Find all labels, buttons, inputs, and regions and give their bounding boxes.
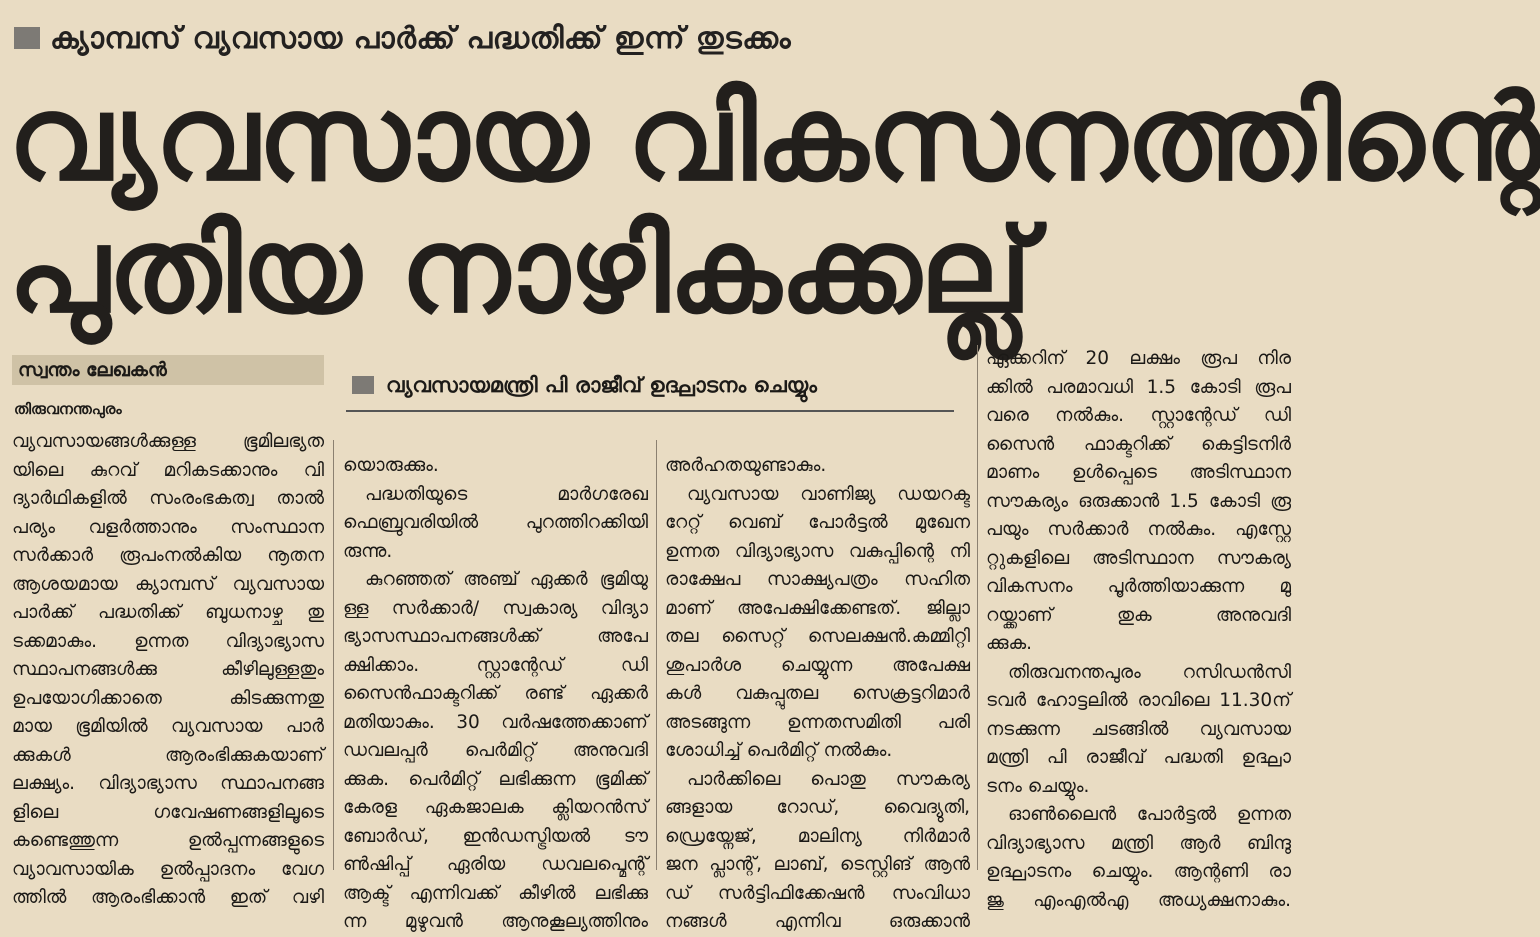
subhead-text: വ്യവസായമന്ത്രി പി രാജീവ് ഉദ്ഘാടനം ചെയ്യും bbox=[386, 372, 817, 397]
text-line: പാർക്കിലെ പൊതു സൗകര്യ bbox=[687, 768, 970, 790]
text-line: റയ്ക്കാണ് തുക അനുവദി bbox=[986, 604, 1291, 626]
text-line: സൈൻ ഫാക്ടറിക്ക് കെട്ടിടനിർ bbox=[986, 433, 1291, 455]
text-line: കൾ വകുപ്പുതല സെക്രട്ടറിമാർ bbox=[665, 683, 970, 704]
subhead bbox=[352, 368, 817, 402]
text-line: ത്തിൽ ആരംഭിക്കാൻ ഇത് വഴി bbox=[12, 887, 324, 908]
text-line: പര്യം വളർത്താനും സംസ്ഥാന bbox=[12, 516, 324, 538]
kicker bbox=[14, 18, 791, 58]
text-line: റ്റുകളിലെ അടിസ്ഥാന സൗകര്യ bbox=[986, 547, 1291, 569]
text-line: അടങ്ങുന്ന ഉന്നതസമിതി പരി bbox=[665, 711, 970, 733]
text-line: മന്ത്രി പി രാജീവ് പദ്ധതി ഉദ്ഘാ bbox=[986, 747, 1291, 768]
text-line: മായ ഭൂമിയിൽ വ്യവസായ പാർ bbox=[12, 716, 324, 737]
text-line: യിലെ കുറവ് മറികടക്കാനും വി bbox=[12, 459, 324, 481]
text-line: സ്ഥാപനങ്ങൾക്കു കീഴിലുള്ളതും bbox=[12, 659, 324, 680]
article-column-2 bbox=[343, 452, 648, 937]
text-line: കണ്ടെത്തുന്ന ഉൽപ്പന്നങ്ങളുടെ bbox=[12, 830, 324, 851]
text-line: ഏക്കറിന് 20 ലക്ഷം രൂപ നിര bbox=[986, 348, 1291, 369]
text-line: പാർക്ക് പദ്ധതിക്ക് ബുധനാഴ്ച തു bbox=[12, 602, 324, 623]
text-line: വിദ്യാഭ്യാസ മന്ത്രി ആർ ബിന്ദു bbox=[986, 832, 1291, 854]
article-column-4 bbox=[986, 345, 1291, 915]
text-line: ബോർഡ്, ഇൻഡസ്ട്രിയൽ ടൗ bbox=[343, 825, 648, 847]
text-line: ഡ്രെയ്നേജ്, മാലിന്യ നിർമാർ bbox=[665, 825, 970, 847]
text-line: വരെ നൽകും. സ്റ്റാന്റേഡ് ഡി bbox=[986, 405, 1291, 426]
text-line: സർക്കാർ രൂപംനൽകിയ നൂതന bbox=[12, 545, 324, 566]
text-line: ശോധിച്ച് പെർമിറ്റ് നൽകും. bbox=[665, 740, 893, 761]
headline bbox=[8, 69, 1540, 339]
text-line: ആക്ട് എന്നിവക്ക് കീഴിൽ ലഭിക്കു bbox=[343, 882, 648, 904]
text-line: പദ്ധതിയുടെ മാർഗരേഖ bbox=[365, 483, 648, 505]
text-line: ന്ന മുഴുവൻ ആനുകൂല്യത്തിനും bbox=[343, 911, 648, 932]
text-line: മതിയാകും. 30 വർഷത്തേക്കാണ് bbox=[343, 711, 648, 733]
text-line: വ്യവസായങ്ങൾക്കുള്ള ഭൂമിലഭ്യത bbox=[12, 431, 324, 452]
text-line: അർഹതയുണ്ടാകും. bbox=[665, 455, 827, 476]
text-line: ളിലെ ഗവേഷണങ്ങളിലൂടെ bbox=[12, 801, 324, 823]
text-line: ടക്കമാകും. ഉന്നത വിദ്യാഭ്യാസ bbox=[12, 630, 324, 652]
text-line: ഫെബ്രുവരിയിൽ പുറത്തിറക്കിയി bbox=[343, 512, 648, 533]
dateline: തിരുവനന്തപുരം bbox=[14, 400, 122, 418]
text-line: ഓൺലൈൻ പോർട്ടൽ ഉന്നത bbox=[1008, 804, 1291, 825]
column-rule bbox=[333, 440, 334, 870]
text-line: ഡ് സർട്ടിഫിക്കേഷൻ സംവിധാ bbox=[665, 882, 970, 904]
text-line: ജു എംഎൽഎ അധ്യക്ഷനാകും. bbox=[986, 889, 1291, 911]
text-line: സൈൻഫാക്ടറിക്ക് രണ്ട് ഏക്കർ bbox=[343, 683, 648, 704]
text-line: ക്കുകൾ ആരംഭിക്കുകയാണ് bbox=[12, 744, 324, 766]
text-line: ടനം ചെയ്യും. bbox=[986, 775, 1090, 797]
column-rule bbox=[656, 440, 657, 870]
kicker-text: ക്യാമ്പസ് വ്യവസായ പാർക്ക് പദ്ധതിക്ക് ഇന്ന് തുടക്കം bbox=[50, 20, 792, 56]
text-line: ഉപയോഗിക്കാതെ കിടക്കുന്നതു bbox=[12, 687, 324, 709]
text-line: മാണം ഉൾപ്പെടെ അടിസ്ഥാന bbox=[986, 462, 1291, 483]
subhead-bullet bbox=[352, 376, 374, 394]
text-line: ദ്യാർഥികളിൽ സംരംഭകത്വ താൽ bbox=[12, 488, 324, 509]
text-line: വികസനം പൂർത്തിയാക്കുന്ന മു bbox=[986, 576, 1291, 597]
text-line: റേറ്റ് വെബ് പോർട്ടൽ മുഖേന bbox=[665, 512, 970, 533]
headline-line-2: പുതിയ നാഴികക്കല്ല് bbox=[8, 201, 1031, 339]
text-line: ഭ്യാസസ്ഥാപനങ്ങൾക്ക് അപേ bbox=[343, 626, 648, 647]
text-line: ക്കുക. bbox=[986, 633, 1033, 654]
byline: സ്വന്തം ലേഖകൻ bbox=[12, 355, 324, 385]
text-line: രുന്നു. bbox=[343, 540, 393, 562]
text-line: ൺഷിപ്പ് ഏരിയ ഡവലപ്മെന്റ് bbox=[343, 854, 648, 875]
headline-line-1: വ്യവസായ വികസനത്തിന്റെ bbox=[8, 69, 1540, 207]
text-line: ങ്ങളായ റോഡ്, വൈദ്യുതി, bbox=[665, 797, 970, 818]
text-line: ശുപാർശ ചെയ്യുന്ന അപേക്ഷ bbox=[665, 654, 970, 676]
text-line: നടക്കുന്ന ചടങ്ങിൽ വ്യവസായ bbox=[986, 718, 1291, 740]
text-line: ലക്ഷ്യം. വിദ്യാഭ്യാസ സ്ഥാപനങ്ങ bbox=[12, 773, 324, 794]
text-line: ഡവലപ്പർ പെർമിറ്റ് അനുവദി bbox=[343, 740, 648, 761]
text-line: ഉന്നത വിദ്യാഭ്യാസ വകുപ്പിന്റെ നി bbox=[665, 540, 970, 562]
text-line: രാക്ഷേപ സാക്ഷ്യപത്രം സഹിത bbox=[665, 569, 970, 590]
text-line: യൊരുക്കും. bbox=[343, 455, 439, 476]
text-line: പയും സർക്കാർ നൽകും. എസ്റ്റേ bbox=[986, 519, 1291, 540]
subhead-underline bbox=[346, 410, 954, 412]
text-line: ക്കുക. പെർമിറ്റ് ലഭിക്കുന്ന ഭൂമിക്ക് bbox=[343, 768, 648, 790]
text-line: നങ്ങൾ എന്നിവ ഒരുക്കാൻ bbox=[665, 911, 970, 932]
text-line: കുറഞ്ഞത് അഞ്ച് ഏക്കർ ഭൂമിയു bbox=[365, 569, 648, 590]
text-line: ഉദ്ഘാടനം ചെയ്യും. ആന്റണി രാ bbox=[986, 861, 1291, 882]
column-rule bbox=[977, 345, 978, 870]
text-line: ള്ള സർക്കാർ/ സ്വകാര്യ വിദ്യാ bbox=[343, 597, 648, 619]
text-line: കേരള ഏകജാലക ക്ലിയറൻസ് bbox=[343, 797, 648, 818]
text-line: മാണ് അപേക്ഷിക്കേണ്ടത്. ജില്ലാ bbox=[665, 597, 970, 619]
text-line: ക്കിൽ പരമാവധി 1.5 കോടി രൂപ bbox=[986, 376, 1291, 398]
article-column-3 bbox=[665, 452, 970, 937]
article-column-1 bbox=[12, 428, 324, 913]
text-line: ക്ഷിക്കാം. സ്റ്റാന്റേഡ് ഡി bbox=[343, 654, 648, 676]
text-line: തിരുവനന്തപുരം റസിഡൻസി bbox=[1008, 661, 1291, 683]
text-line: ആശയമായ ക്യാമ്പസ് വ്യവസായ bbox=[12, 573, 324, 595]
text-line: ജന പ്ലാന്റ്, ലാബ്, ടെസ്റ്റിങ് ആൻ bbox=[665, 854, 970, 875]
kicker-bullet bbox=[14, 27, 40, 49]
text-line: വ്യാവസായിക ഉൽപ്പാദനം വേഗ bbox=[12, 858, 324, 880]
text-line: തല സൈറ്റ് സെലക്ഷൻ.കമ്മിറ്റി bbox=[665, 626, 970, 647]
text-line: വ്യവസായ വാണിജ്യ ഡയറക്ട bbox=[687, 483, 970, 505]
text-line: സൗകര്യം ഒരുക്കാൻ 1.5 കോടി രൂ bbox=[986, 490, 1291, 512]
text-line: ടവർ ഹോട്ടലിൽ രാവിലെ 11.30ന് bbox=[986, 690, 1291, 711]
